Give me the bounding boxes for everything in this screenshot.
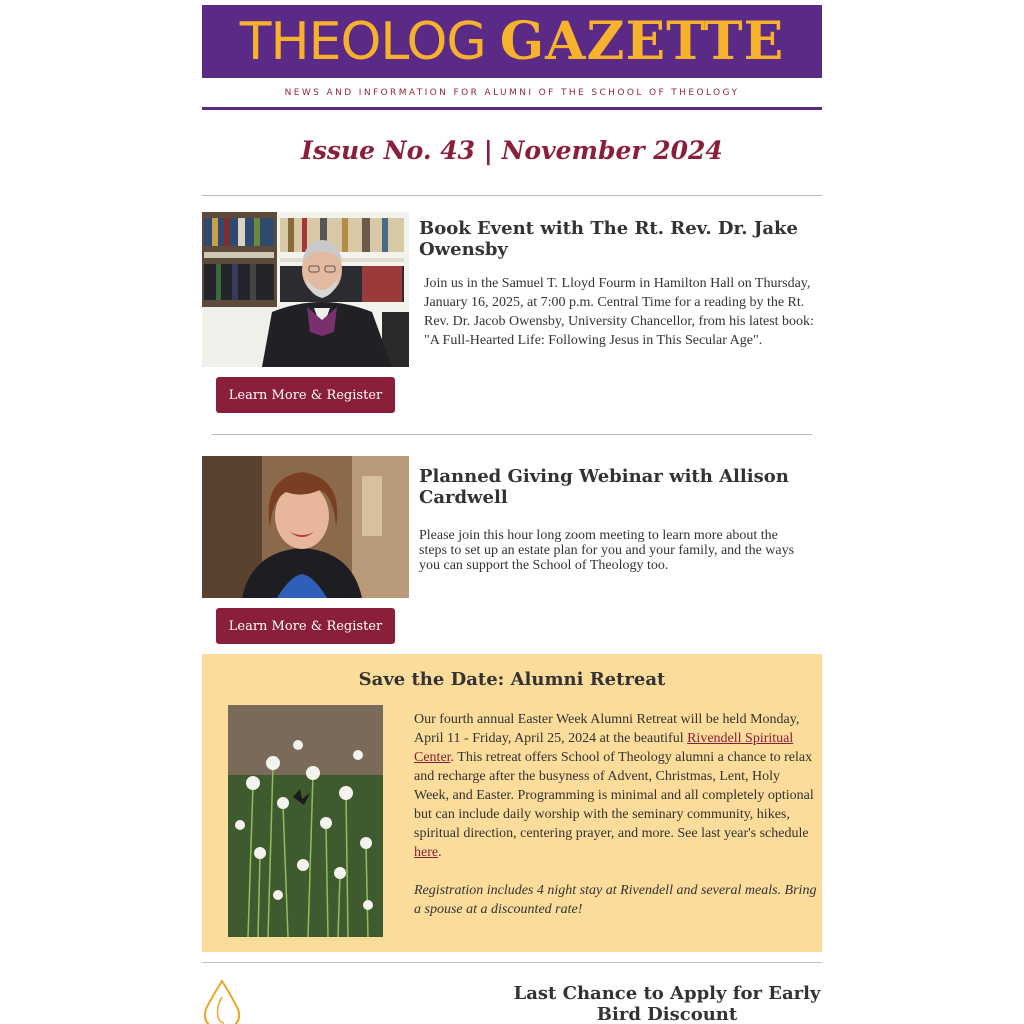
learn-more-register-button[interactable]: Learn More & Register — [216, 377, 395, 413]
article-book-event — [202, 196, 822, 434]
retreat-title: Save the Date: Alumni Retreat — [358, 669, 666, 690]
article-body: Join us in the Samuel T. Lloyd Fourm in Hamilton Hall on Thursday, January 16, 2025, at 7:00 p.m. Central Time for a reading by the Rt. Rev. Dr. Jacob Owensby, University Chancellor, from his latest book: "A Full-Hearted Life: Following Jesus in This Secular Age". — [424, 276, 814, 348]
allison-photo — [202, 456, 409, 598]
article-headline: Planned Giving Webinar with Allison Cardwell — [419, 466, 789, 508]
schedule-here-link[interactable]: here — [414, 845, 439, 860]
retreat-paragraph — [414, 710, 818, 862]
retreat-note: Registration includes 4 night stay at Rivendell and several meals. Bring a spouse at a discounted rate! — [414, 883, 817, 917]
masthead-rule — [202, 107, 822, 110]
article-planned-giving — [202, 435, 822, 654]
retreat-body — [414, 710, 818, 919]
retreat-text-1: Our fourth annual Easter Week Alumni Retreat will be held Monday, April 11 - Friday, April 25, 2024 at the beautiful — [414, 712, 800, 746]
rivendell-link[interactable]: Rivendell Spiritual Center — [414, 731, 794, 765]
article-headline: Book Event with The Rt. Rev. Dr. Jake Owensby — [419, 218, 798, 260]
masthead-title-light: THEOLOG — [239, 11, 486, 72]
flowers-photo — [228, 705, 383, 937]
masthead-title-bold: GAZETTE — [499, 10, 785, 72]
retreat-text-2: . This retreat offers School of Theology alumni a chance to relax and recharge after the busyness of Advent, Christmas, Lent, Holy Week, and Easter. Programming is minimal and all completely optional but can include daily worship with the seminary community, hikes, spiritual direction, centering prayer, and more. See last year's schedule — [414, 750, 814, 841]
bishop-photo — [202, 212, 409, 367]
issue-heading: Issue No. 43 | November 2024 — [301, 136, 723, 165]
learn-more-register-button[interactable]: Learn More & Register — [216, 608, 395, 644]
retreat-text-3: . — [438, 845, 442, 860]
flame-logo-icon — [202, 979, 242, 1024]
last-chance-section — [202, 963, 822, 1024]
masthead-tagline: NEWS AND INFORMATION FOR ALUMNI OF THE SCHOOL OF THEOLOGY — [284, 88, 740, 98]
masthead-title — [239, 10, 785, 72]
last-chance-title: Last Chance to Apply for Early Bird Discount — [513, 983, 821, 1024]
retreat-section — [202, 654, 822, 952]
newsletter — [202, 5, 822, 1024]
article-body: Please join this hour long zoom meeting to learn more about the steps to set up an estate plan for you and your family, and the ways you can support the School of Theology too. — [419, 528, 795, 573]
masthead-banner — [202, 5, 822, 78]
